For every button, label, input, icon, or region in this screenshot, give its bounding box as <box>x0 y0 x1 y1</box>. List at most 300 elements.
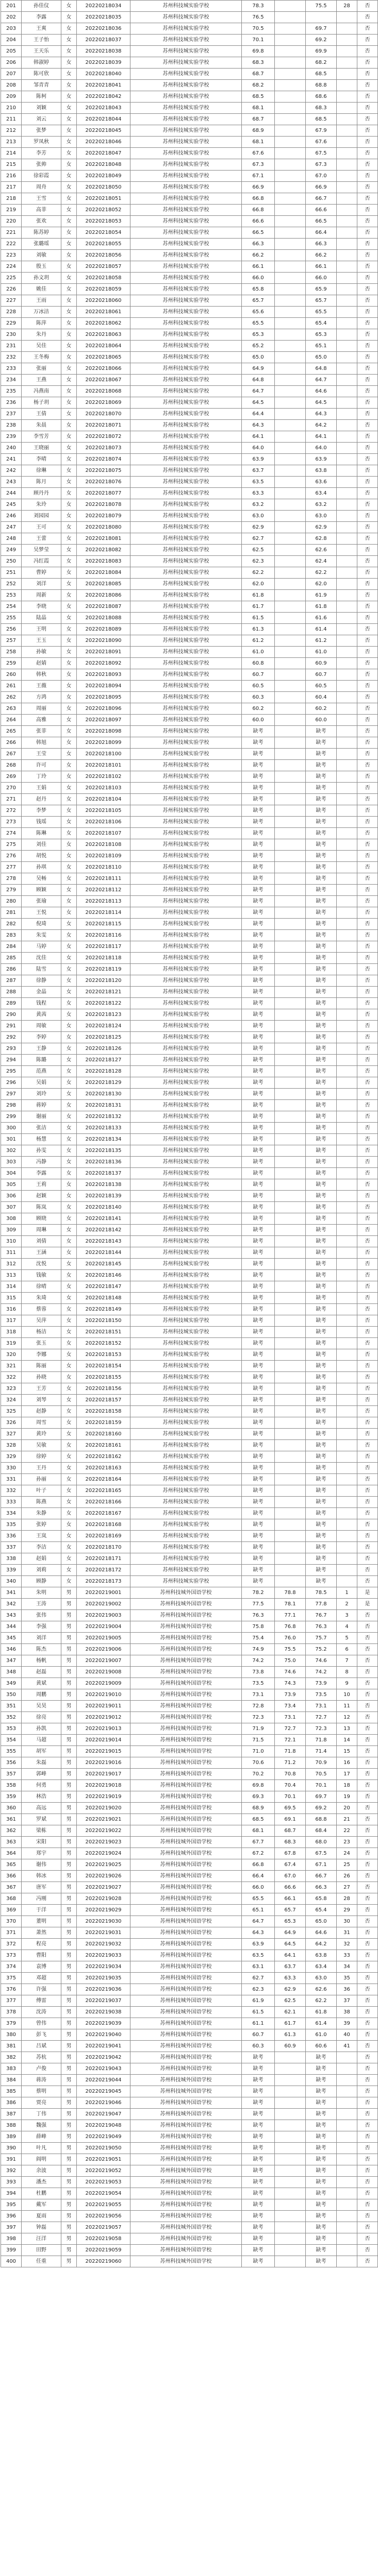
exam-id-cell: 20220218072 <box>77 431 130 443</box>
serial-cell: 262 <box>1 692 22 703</box>
serial-cell: 365 <box>1 1859 22 1871</box>
serial-cell: 333 <box>1 1497 22 1508</box>
written-score-cell: 78.3 <box>242 1 275 12</box>
rank-cell <box>337 1338 357 1349</box>
name-cell: 蒋涛 <box>22 2075 61 2086</box>
written-score-cell: 缺考 <box>242 737 275 749</box>
serial-cell: 339 <box>1 1565 22 1576</box>
physical-exam-cell: 否 <box>357 80 378 91</box>
interview-score-cell <box>275 2245 306 2256</box>
serial-cell: 251 <box>1 567 22 579</box>
physical-exam-cell: 否 <box>357 930 378 941</box>
exam-id-cell: 20220218157 <box>77 1395 130 1406</box>
interview-score-cell: 70.8 <box>275 1769 306 1780</box>
rank-cell <box>337 658 357 669</box>
physical-exam-cell: 否 <box>357 2131 378 2143</box>
gender-cell: 女 <box>61 669 77 681</box>
school-cell: 苏州科技城实验学校 <box>130 1349 242 1361</box>
gender-cell: 男 <box>61 1825 77 1837</box>
name-cell: 孙琪 <box>22 862 61 873</box>
rank-cell <box>337 1485 357 1497</box>
written-score-cell: 71.0 <box>242 1746 275 1757</box>
serial-cell: 214 <box>1 148 22 159</box>
table-row <box>1 760 378 771</box>
exam-id-cell: 20220218089 <box>77 624 130 635</box>
rank-cell: 28 <box>337 1 357 12</box>
name-cell: 张伟 <box>22 1610 61 1621</box>
physical-exam-cell: 否 <box>357 1304 378 1315</box>
exam-id-cell: 20220219050 <box>77 2143 130 2154</box>
written-score-cell: 63.1 <box>242 1961 275 1973</box>
interview-score-cell: 67.4 <box>275 1859 306 1871</box>
interview-score-cell: 69.1 <box>275 1814 306 1825</box>
total-score-cell: 63.0 <box>306 511 337 522</box>
total-score-cell: 缺考 <box>306 1429 337 1440</box>
written-score-cell: 62.0 <box>242 579 275 590</box>
name-cell: 戴军 <box>22 2199 61 2211</box>
exam-id-cell: 20220219054 <box>77 2188 130 2199</box>
name-cell: 周敏 <box>22 1021 61 1032</box>
total-score-cell: 缺考 <box>306 2154 337 2165</box>
table-row <box>1 1667 378 1678</box>
name-cell: 刘倩 <box>22 1236 61 1247</box>
gender-cell: 男 <box>61 1927 77 1939</box>
written-score-cell: 缺考 <box>242 1395 275 1406</box>
table-row <box>1 1939 378 1950</box>
name-cell: 何勇 <box>22 1780 61 1791</box>
exam-id-cell: 20220219047 <box>77 2109 130 2120</box>
physical-exam-cell: 否 <box>357 805 378 817</box>
table-row <box>1 1066 378 1077</box>
exam-id-cell: 20220219060 <box>77 2256 130 2267</box>
gender-cell: 男 <box>61 2211 77 2222</box>
written-score-cell: 66.3 <box>242 239 275 250</box>
written-score-cell: 缺考 <box>242 2199 275 2211</box>
physical-exam-cell: 否 <box>357 692 378 703</box>
physical-exam-cell: 否 <box>357 1905 378 1916</box>
written-score-cell: 缺考 <box>242 1089 275 1100</box>
serial-cell: 267 <box>1 749 22 760</box>
name-cell: 王娟 <box>22 783 61 794</box>
name-cell: 李强 <box>22 1621 61 1633</box>
physical-exam-cell: 否 <box>357 239 378 250</box>
written-score-cell: 65.7 <box>242 295 275 307</box>
table-row <box>1 193 378 205</box>
physical-exam-cell: 否 <box>357 375 378 386</box>
total-score-cell: 64.1 <box>306 431 337 443</box>
serial-cell: 303 <box>1 1157 22 1168</box>
interview-score-cell <box>275 23 306 35</box>
rank-cell <box>337 1463 357 1474</box>
interview-score-cell: 65.3 <box>275 1916 306 1927</box>
physical-exam-cell: 否 <box>357 499 378 511</box>
total-score-cell: 70.9 <box>306 1757 337 1769</box>
exam-id-cell: 20220218096 <box>77 703 130 715</box>
table-row <box>1 1043 378 1055</box>
physical-exam-cell: 否 <box>357 2188 378 2199</box>
total-score-cell: 66.4 <box>306 227 337 239</box>
rank-cell <box>337 488 357 499</box>
table-row <box>1 2097 378 2109</box>
school-cell: 苏州科技城外国语学校 <box>130 2075 242 2086</box>
name-cell: 孙凯 <box>22 1723 61 1735</box>
exam-id-cell: 20220219034 <box>77 1961 130 1973</box>
physical-exam-cell: 否 <box>357 726 378 737</box>
name-cell: 王冬梅 <box>22 352 61 363</box>
serial-cell: 240 <box>1 443 22 454</box>
table-row <box>1 885 378 896</box>
rank-cell <box>337 1440 357 1451</box>
name-cell: 孙文玥 <box>22 273 61 284</box>
rank-cell <box>337 1055 357 1066</box>
total-score-cell: 64.6 <box>306 1927 337 1939</box>
physical-exam-cell: 否 <box>357 1111 378 1123</box>
serial-cell: 336 <box>1 1531 22 1542</box>
exam-id-cell: 20220218074 <box>77 454 130 465</box>
name-cell: 沈涛 <box>22 2007 61 2018</box>
written-score-cell: 缺考 <box>242 1077 275 1089</box>
interview-score-cell: 76.0 <box>275 1633 306 1644</box>
total-score-cell: 缺考 <box>306 2233 337 2245</box>
exam-id-cell: 20220219003 <box>77 1610 130 1621</box>
serial-cell: 368 <box>1 1893 22 1905</box>
serial-cell: 256 <box>1 624 22 635</box>
table-row <box>1 465 378 477</box>
written-score-cell: 64.0 <box>242 443 275 454</box>
school-cell: 苏州科技城实验学校 <box>130 681 242 692</box>
gender-cell: 男 <box>61 1689 77 1701</box>
name-cell: 冯红霞 <box>22 556 61 567</box>
total-score-cell: 68.0 <box>306 1837 337 1848</box>
serial-cell: 379 <box>1 2018 22 2029</box>
total-score-cell: 76.7 <box>306 1610 337 1621</box>
written-score-cell: 73.5 <box>242 1678 275 1689</box>
written-score-cell: 64.7 <box>242 1916 275 1927</box>
interview-score-cell <box>275 1179 306 1191</box>
table-row <box>1 1123 378 1134</box>
physical-exam-cell: 否 <box>357 873 378 885</box>
name-cell: 黄斌 <box>22 1678 61 1689</box>
name-cell: 许可 <box>22 760 61 771</box>
table-row <box>1 1610 378 1621</box>
rank-cell <box>337 1531 357 1542</box>
school-cell: 苏州科技城外国语学校 <box>130 2007 242 2018</box>
rank-cell: 34 <box>337 1961 357 1973</box>
rank-cell: 9 <box>337 1678 357 1689</box>
school-cell: 苏州科技城外国语学校 <box>130 1633 242 1644</box>
rank-cell <box>337 397 357 409</box>
rank-cell: 35 <box>337 1973 357 1984</box>
name-cell: 陆雪 <box>22 964 61 975</box>
gender-cell: 男 <box>61 2245 77 2256</box>
gender-cell: 男 <box>61 2007 77 2018</box>
total-score-cell: 缺考 <box>306 862 337 873</box>
interview-score-cell <box>275 1429 306 1440</box>
interview-score-cell <box>275 1485 306 1497</box>
name-cell: 韩淑婷 <box>22 57 61 69</box>
physical-exam-cell: 否 <box>357 896 378 907</box>
total-score-cell: 缺考 <box>306 975 337 987</box>
name-cell: 王燕 <box>22 375 61 386</box>
gender-cell: 男 <box>61 1678 77 1689</box>
school-cell: 苏州科技城实验学校 <box>130 1191 242 1202</box>
name-cell: 王莹 <box>22 749 61 760</box>
gender-cell: 女 <box>61 250 77 261</box>
physical-exam-cell: 否 <box>357 284 378 295</box>
interview-score-cell <box>275 590 306 601</box>
rank-cell: 26 <box>337 1871 357 1882</box>
table-row <box>1 669 378 681</box>
exam-id-cell: 20220218082 <box>77 545 130 556</box>
gender-cell: 女 <box>61 227 77 239</box>
serial-cell: 372 <box>1 1939 22 1950</box>
table-row <box>1 363 378 375</box>
physical-exam-cell: 否 <box>357 307 378 318</box>
table-row <box>1 601 378 613</box>
physical-exam-cell: 否 <box>357 1848 378 1859</box>
total-score-cell: 缺考 <box>306 1157 337 1168</box>
school-cell: 苏州科技城实验学校 <box>130 137 242 148</box>
table-row <box>1 692 378 703</box>
physical-exam-cell: 否 <box>357 1259 378 1270</box>
serial-cell: 285 <box>1 953 22 964</box>
serial-cell: 298 <box>1 1100 22 1111</box>
table-row <box>1 1723 378 1735</box>
physical-exam-cell: 否 <box>357 771 378 783</box>
table-row <box>1 2041 378 2052</box>
name-cell: 冯刚 <box>22 1893 61 1905</box>
physical-exam-cell: 否 <box>357 624 378 635</box>
written-score-cell: 61.7 <box>242 601 275 613</box>
interview-score-cell: 63.7 <box>275 1961 306 1973</box>
exam-id-cell: 20220219035 <box>77 1973 130 1984</box>
gender-cell: 女 <box>61 1077 77 1089</box>
interview-score-cell <box>275 624 306 635</box>
name-cell: 张洁 <box>22 1123 61 1134</box>
school-cell: 苏州科技城外国语学校 <box>130 2029 242 2041</box>
interview-score-cell <box>275 1508 306 1519</box>
table-row <box>1 1655 378 1667</box>
total-score-cell: 63.4 <box>306 488 337 499</box>
physical-exam-cell: 否 <box>357 1134 378 1145</box>
interview-score-cell <box>275 941 306 953</box>
exam-id-cell: 20220219015 <box>77 1746 130 1757</box>
interview-score-cell <box>275 295 306 307</box>
interview-score-cell <box>275 1134 306 1145</box>
physical-exam-cell: 否 <box>357 454 378 465</box>
school-cell: 苏州科技城外国语学校 <box>130 1599 242 1610</box>
school-cell: 苏州科技城实验学校 <box>130 125 242 137</box>
table-row <box>1 1202 378 1213</box>
total-score-cell: 缺考 <box>306 1145 337 1157</box>
table-row <box>1 1440 378 1451</box>
exam-id-cell: 20220218044 <box>77 114 130 125</box>
school-cell: 苏州科技城实验学校 <box>130 1089 242 1100</box>
school-cell: 苏州科技城外国语学校 <box>130 1780 242 1791</box>
school-cell: 苏州科技城外国语学校 <box>130 1837 242 1848</box>
school-cell: 苏州科技城实验学校 <box>130 1395 242 1406</box>
rank-cell <box>337 91 357 103</box>
gender-cell: 女 <box>61 397 77 409</box>
rank-cell: 25 <box>337 1859 357 1871</box>
school-cell: 苏州科技城外国语学校 <box>130 2018 242 2029</box>
gender-cell: 女 <box>61 635 77 647</box>
exam-id-cell: 20220218139 <box>77 1191 130 1202</box>
serial-cell: 347 <box>1 1655 22 1667</box>
physical-exam-cell: 否 <box>357 964 378 975</box>
total-score-cell: 缺考 <box>306 2075 337 2086</box>
physical-exam-cell: 否 <box>357 1032 378 1043</box>
exam-id-cell: 20220219022 <box>77 1825 130 1837</box>
written-score-cell: 62.2 <box>242 567 275 579</box>
name-cell: 赵婧 <box>22 658 61 669</box>
exam-id-cell: 20220219014 <box>77 1735 130 1746</box>
interview-score-cell: 64.9 <box>275 1927 306 1939</box>
interview-score-cell <box>275 1157 306 1168</box>
serial-cell: 301 <box>1 1134 22 1145</box>
rank-cell <box>337 975 357 987</box>
interview-score-cell: 61.3 <box>275 2029 306 2041</box>
gender-cell: 女 <box>61 601 77 613</box>
name-cell: 卢俊 <box>22 2063 61 2075</box>
written-score-cell: 缺考 <box>242 1100 275 1111</box>
total-score-cell: 66.0 <box>306 273 337 284</box>
school-cell: 苏州科技城实验学校 <box>130 885 242 896</box>
table-row <box>1 1905 378 1916</box>
exam-id-cell: 20220218078 <box>77 499 130 511</box>
written-score-cell: 缺考 <box>242 2211 275 2222</box>
total-score-cell: 缺考 <box>306 1270 337 1281</box>
written-score-cell: 缺考 <box>242 760 275 771</box>
exam-id-cell: 20220218149 <box>77 1304 130 1315</box>
written-score-cell: 65.5 <box>242 318 275 329</box>
interview-score-cell <box>275 397 306 409</box>
written-score-cell: 缺考 <box>242 1361 275 1372</box>
interview-score-cell <box>275 737 306 749</box>
exam-id-cell: 20220218040 <box>77 69 130 80</box>
school-cell: 苏州科技城外国语学校 <box>130 1746 242 1757</box>
interview-score-cell <box>275 1497 306 1508</box>
written-score-cell: 缺考 <box>242 896 275 907</box>
serial-cell: 374 <box>1 1961 22 1973</box>
name-cell: 林浩 <box>22 1791 61 1803</box>
table-row <box>1 375 378 386</box>
school-cell: 苏州科技城实验学校 <box>130 839 242 851</box>
school-cell: 苏州科技城外国语学校 <box>130 2041 242 2052</box>
table-row <box>1 1712 378 1723</box>
table-row <box>1 273 378 284</box>
name-cell: 周雪 <box>22 1417 61 1429</box>
exam-id-cell: 20220218167 <box>77 1508 130 1519</box>
total-score-cell: 缺考 <box>306 1474 337 1485</box>
name-cell: 朱玲 <box>22 499 61 511</box>
school-cell: 苏州科技城实验学校 <box>130 658 242 669</box>
serial-cell: 212 <box>1 125 22 137</box>
total-score-cell: 缺考 <box>306 2120 337 2131</box>
serial-cell: 216 <box>1 171 22 182</box>
table-row <box>1 2154 378 2165</box>
name-cell: 周舟 <box>22 182 61 193</box>
serial-cell: 226 <box>1 284 22 295</box>
total-score-cell: 缺考 <box>306 1349 337 1361</box>
exam-id-cell: 20220218097 <box>77 715 130 726</box>
written-score-cell: 缺考 <box>242 839 275 851</box>
rank-cell <box>337 1077 357 1089</box>
total-score-cell: 缺考 <box>306 1032 337 1043</box>
serial-cell: 248 <box>1 533 22 545</box>
physical-exam-cell: 否 <box>357 1021 378 1032</box>
exam-id-cell: 20220218047 <box>77 148 130 159</box>
table-row <box>1 443 378 454</box>
interview-score-cell <box>275 46 306 57</box>
school-cell: 苏州科技城实验学校 <box>130 647 242 658</box>
rank-cell <box>337 2233 357 2245</box>
name-cell: 万冰洁 <box>22 307 61 318</box>
table-row <box>1 318 378 329</box>
name-cell: 朱明 <box>22 1587 61 1599</box>
serial-cell: 393 <box>1 2177 22 2188</box>
written-score-cell: 68.7 <box>242 114 275 125</box>
rank-cell: 6 <box>337 1644 357 1655</box>
written-score-cell: 63.5 <box>242 477 275 488</box>
serial-cell: 369 <box>1 1905 22 1916</box>
interview-score-cell <box>275 273 306 284</box>
rank-cell <box>337 273 357 284</box>
gender-cell: 女 <box>61 488 77 499</box>
gender-cell: 女 <box>61 114 77 125</box>
gender-cell: 女 <box>61 930 77 941</box>
name-cell: 陈丽 <box>22 1361 61 1372</box>
gender-cell: 女 <box>61 420 77 431</box>
physical-exam-cell: 否 <box>357 1519 378 1531</box>
physical-exam-cell: 否 <box>357 1633 378 1644</box>
rank-cell: 21 <box>337 1814 357 1825</box>
gender-cell: 女 <box>61 1553 77 1565</box>
gender-cell: 女 <box>61 1349 77 1361</box>
rank-cell <box>337 363 357 375</box>
written-score-cell: 缺考 <box>242 975 275 987</box>
rank-cell <box>337 1145 357 1157</box>
written-score-cell: 缺考 <box>242 1519 275 1531</box>
gender-cell: 男 <box>61 1871 77 1882</box>
serial-cell: 328 <box>1 1440 22 1451</box>
physical-exam-cell: 否 <box>357 737 378 749</box>
table-row <box>1 1882 378 1893</box>
name-cell: 蒋婷 <box>22 1100 61 1111</box>
written-score-cell: 缺考 <box>242 1349 275 1361</box>
gender-cell: 女 <box>61 1236 77 1247</box>
gender-cell: 女 <box>61 1508 77 1519</box>
interview-score-cell <box>275 2075 306 2086</box>
name-cell: 李晴 <box>22 454 61 465</box>
interview-score-cell <box>275 137 306 148</box>
rank-cell <box>337 1395 357 1406</box>
physical-exam-cell: 否 <box>357 1531 378 1542</box>
exam-id-cell: 20220218124 <box>77 1021 130 1032</box>
gender-cell: 女 <box>61 1293 77 1304</box>
serial-cell: 213 <box>1 137 22 148</box>
physical-exam-cell: 否 <box>357 998 378 1009</box>
rank-cell <box>337 1304 357 1315</box>
serial-cell: 396 <box>1 2211 22 2222</box>
rank-cell: 16 <box>337 1757 357 1769</box>
rank-cell <box>337 2063 357 2075</box>
rank-cell <box>337 635 357 647</box>
table-row <box>1 2131 378 2143</box>
serial-cell: 362 <box>1 1825 22 1837</box>
gender-cell: 女 <box>61 828 77 839</box>
school-cell: 苏州科技城外国语学校 <box>130 2165 242 2177</box>
